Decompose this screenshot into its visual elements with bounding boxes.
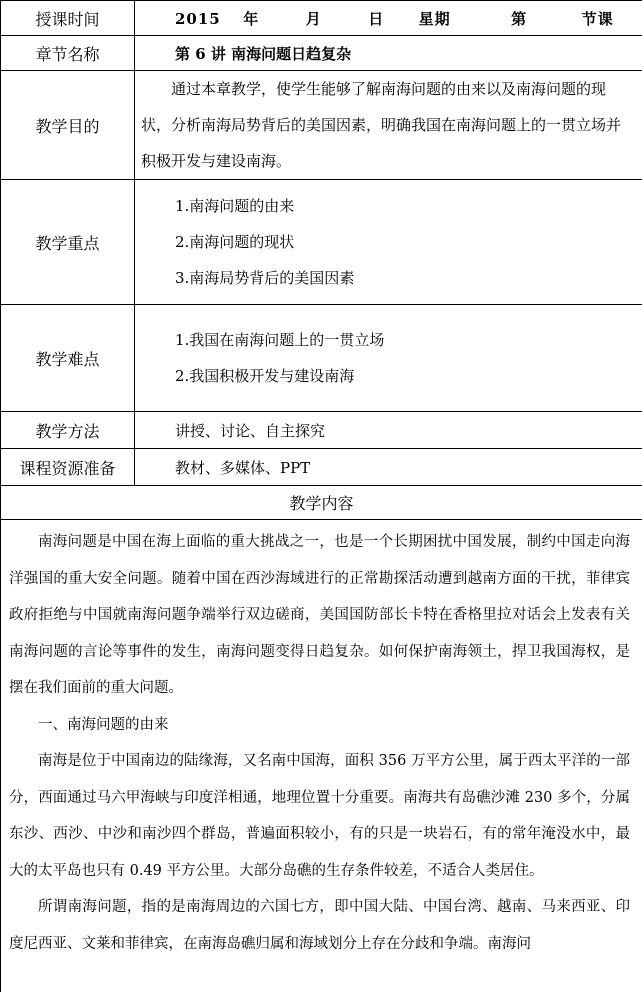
row-chapter-name xyxy=(1,36,642,71)
key-point-item: 1.南海问题的由来 xyxy=(175,188,642,224)
chapter-name-value: 第 6 讲 南海问题日趋复杂 xyxy=(135,36,642,71)
row-teaching-goal xyxy=(1,71,642,180)
difficult-point-item: 2.我国积极开发与建设南海 xyxy=(175,358,642,394)
time-weekday-label: 星期 xyxy=(419,8,451,29)
difficult-points-list xyxy=(135,305,642,412)
course-resources-label: 课程资源准备 xyxy=(1,449,135,486)
teaching-goal-text: 通过本章教学，使学生能够了解南海问题的由来以及南海问题的现状，分析南海局势背后的美国因素，明确我国在南海问题上的一贯立场并积极开发与建设南海。 xyxy=(141,71,642,179)
teaching-goal-label: 教学目的 xyxy=(1,71,135,180)
teaching-content-title: 教学内容 xyxy=(1,486,642,520)
teaching-method-value: 讲授、讨论、自主探究 xyxy=(135,412,642,449)
row-teaching-method xyxy=(1,412,642,449)
row-content-title xyxy=(1,486,642,520)
content-paragraph: 所谓南海问题，指的是南海周边的六国七方，即中国大陆、中国台湾、越南、马来西亚、印度尼西亚、文莱和菲律宾，在南海岛礁归属和海域划分上存在分歧和争端。南海问 xyxy=(9,889,630,962)
key-points-label: 教学重点 xyxy=(1,180,135,305)
time-year: 2015 xyxy=(175,10,221,28)
row-course-resources xyxy=(1,449,642,486)
teaching-content-body xyxy=(1,520,642,992)
time-period-prefix: 第 xyxy=(511,8,527,29)
difficult-point-item: 1.我国在南海问题上的一贯立场 xyxy=(175,322,642,358)
row-key-points xyxy=(1,180,642,305)
time-month-unit: 月 xyxy=(306,8,322,29)
content-paragraph: 南海是位于中国南边的陆缘海，又名南中国海，面积 356 万平方公里，属于西太平洋的一部分，西面通过马六甲海峡与印度洋相通，地理位置十分重要。南海共有岛礁沙滩 230 多个，分属东沙、西沙、中沙和南沙四个群岛，普遍面积较小，有的只是一块岩石，有的常年淹没水中，最大的太平岛也只有 0.49 平方公里。大部分岛礁的生存条件较差，不适合人类居住。 xyxy=(9,743,630,889)
time-period-suffix: 节课 xyxy=(582,8,614,29)
content-intro-paragraph: 南海问题是中国在海上面临的重大挑战之一，也是一个长期困扰中国发展，制约中国走向海洋强国的重大安全问题。随着中国在西沙海域进行的正常勘探活动遭到越南方面的干扰，菲律宾政府拒绝与中国就南海问题争端举行双边磋商，美国国防部长卡特在香格里拉对话会上发表有关南海问题的言论等事件的发生，南海问题变得日趋复杂。如何保护南海领土，捍卫我国海权，是摆在我们面前的重大问题。 xyxy=(9,524,630,707)
time-year-unit: 年 xyxy=(243,8,259,29)
difficult-points-label: 教学难点 xyxy=(1,305,135,412)
time-day-unit: 日 xyxy=(368,8,384,29)
key-points-list xyxy=(135,180,642,305)
key-point-item: 3.南海局势背后的美国因素 xyxy=(175,260,642,296)
chapter-name-label: 章节名称 xyxy=(1,36,135,71)
section-heading: 一、南海问题的由来 xyxy=(9,707,630,744)
key-point-item: 2.南海问题的现状 xyxy=(175,224,642,260)
course-resources-value: 教材、多媒体、PPT xyxy=(135,449,642,486)
row-content-body xyxy=(1,520,642,992)
teaching-time-value xyxy=(135,1,642,36)
row-difficult-points xyxy=(1,305,642,412)
teaching-time-label: 授课时间 xyxy=(1,1,135,36)
teaching-method-label: 教学方法 xyxy=(1,412,135,449)
row-teaching-time xyxy=(1,1,642,36)
